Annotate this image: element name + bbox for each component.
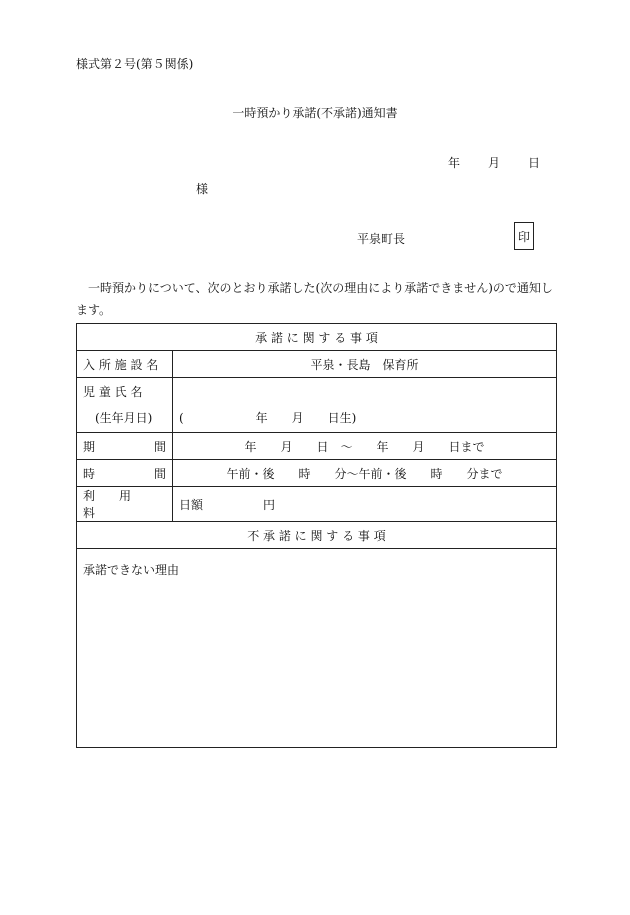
period-label-b: 間 — [153, 439, 166, 454]
refusal-section-heading: 不 承 諾 に 関 す る 事 項 — [77, 522, 557, 549]
date-month: 月 — [488, 156, 501, 170]
refusal-reason-label: 承諾できない理由 — [83, 563, 180, 577]
period-label-cell — [77, 433, 173, 460]
facility-value: 平泉・長島 保育所 — [173, 351, 557, 378]
time-label-cell — [77, 460, 173, 487]
time-label-a: 時 — [83, 466, 96, 481]
refusal-reason-cell — [77, 549, 557, 748]
child-label-cell — [77, 378, 173, 433]
document-title: 一時預かり承諾(不承諾)通知書 — [232, 106, 398, 120]
fee-label: 利 用 料 — [77, 487, 173, 522]
child-info-cell — [173, 378, 557, 433]
approval-form-table — [76, 323, 557, 748]
date-year: 年 — [448, 156, 461, 170]
time-value: 午前・後 時 分～午前・後 時 分まで — [173, 460, 557, 487]
time-label-b: 間 — [153, 466, 166, 481]
child-name-label: 児 童 氏 名 — [83, 385, 143, 399]
issuer-name: 平泉町長 — [357, 232, 406, 246]
addressee-suffix: 様 — [196, 182, 209, 196]
child-birth-value: ( 年 月 日生) — [179, 411, 357, 425]
date-day: 日 — [528, 156, 541, 170]
form-number: 様式第２号(第５関係) — [76, 57, 194, 71]
notice-body: 一時預かりについて、次のとおり承諾した(次の理由により承諾できません)ので通知します。 — [76, 281, 553, 317]
child-birth-label: (生年月日) — [95, 411, 153, 425]
issue-date — [448, 154, 540, 171]
seal-box: 印 — [514, 222, 534, 250]
fee-value: 日額 円 — [173, 487, 557, 522]
approval-section-heading: 承 諾 に 関 す る 事 項 — [77, 324, 557, 351]
period-label-a: 期 — [83, 439, 96, 454]
facility-label: 入 所 施 設 名 — [77, 351, 173, 378]
period-value: 年 月 日 ～ 年 月 日まで — [173, 433, 557, 460]
